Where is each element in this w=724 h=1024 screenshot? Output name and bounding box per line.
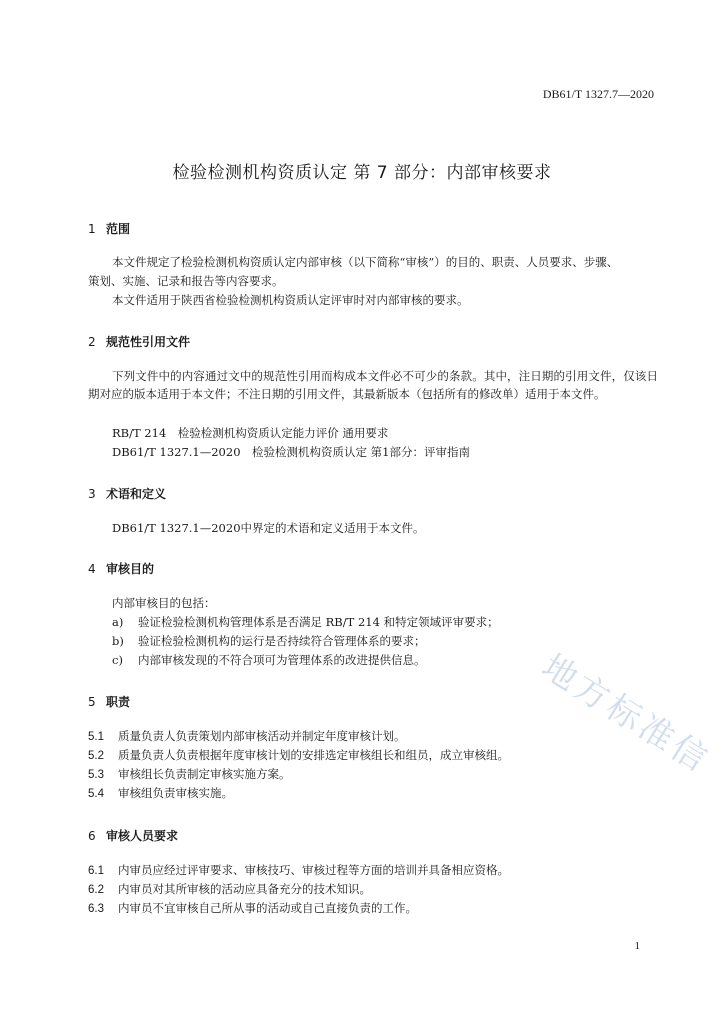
- watermark: 地方标准信: [534, 646, 717, 782]
- section-title: 规范性引用文件: [106, 335, 191, 349]
- clause-text: 质量负责人负责根据年度审核计划的安排选定审核组长和组员，成立审核组。: [118, 748, 509, 762]
- list-item-label: a): [112, 615, 124, 629]
- section-title: 范围: [106, 222, 131, 236]
- list-item: [112, 632, 426, 650]
- section-1-heading: [88, 220, 130, 237]
- list-item-label: c): [112, 653, 123, 667]
- clause-number: 6.2: [88, 884, 104, 896]
- section-number: 1: [88, 222, 96, 236]
- list-item-label: b): [112, 634, 124, 648]
- section-4-heading: [88, 560, 154, 577]
- clause: [88, 746, 509, 765]
- section-number: 4: [88, 562, 96, 576]
- section-number: 2: [88, 335, 96, 349]
- clause-number: 6.3: [88, 903, 104, 915]
- paragraph: DB61/T 1327.1—2020中界定的术语和定义适用于本文件。: [112, 521, 425, 535]
- clause-text: 审核组负责审核实施。: [118, 786, 233, 800]
- section-number: 3: [88, 487, 96, 501]
- document-number: DB61/T 1327.7—2020: [542, 87, 654, 101]
- paragraph-line: 本文件规定了检验检测机构资质认定内部审核（以下简称“审核”）的目的、职责、人员要求、步骤、: [112, 255, 619, 269]
- reference-item: RB/T 214 检验检测机构资质认定能力评价 通用要求: [112, 426, 389, 440]
- clause-number: 5.2: [88, 750, 104, 762]
- list-item-text: 验证检验检测机构的运行是否持续符合管理体系的要求；: [138, 634, 426, 648]
- list-intro: 内部审核目的包括：: [112, 596, 216, 610]
- section-title: 术语和定义: [106, 487, 167, 501]
- reference-item: DB61/T 1327.1—2020 检验检测机构资质认定 第1部分：评审指南: [112, 445, 470, 459]
- clause-number: 5.1: [88, 731, 104, 743]
- section-5-heading: [88, 693, 130, 710]
- clause: [88, 765, 291, 784]
- clause-number: 5.3: [88, 769, 104, 781]
- clause: [88, 880, 371, 899]
- list-item: [112, 613, 499, 631]
- section-number: 5: [88, 695, 96, 709]
- page-number: 1: [634, 940, 640, 952]
- clause-text: 内审员对其所审核的活动应具备充分的技术知识。: [118, 882, 371, 896]
- clause: [88, 899, 417, 918]
- section-title: 审核目的: [106, 562, 155, 576]
- section-title: 职责: [106, 695, 131, 709]
- clause: [88, 727, 406, 746]
- clause-text: 质量负责人负责策划内部审核活动并制定年度审核计划。: [118, 729, 406, 743]
- clause-text: 审核组长负责制定审核实施方案。: [118, 767, 291, 781]
- paragraph-line: 策划、实施、记录和报告等内容要求。: [88, 274, 284, 288]
- list-item-text: 内部审核发现的不符合项可为管理体系的改进提供信息。: [138, 653, 426, 667]
- paragraph: 本文件适用于陕西省检验检测机构资质认定评审时对内部审核的要求。: [112, 293, 469, 307]
- clause-number: 5.4: [88, 788, 104, 800]
- clause-number: 6.1: [88, 865, 104, 877]
- clause: [88, 861, 509, 880]
- clause-text: 内审员应经过评审要求、审核技巧、审核过程等方面的培训并具备相应资格。: [118, 863, 509, 877]
- section-6-heading: [88, 827, 178, 844]
- section-3-heading: [88, 485, 166, 502]
- list-item-text: 验证检验检测机构管理体系是否满足 RB/T 214 和特定领域评审要求；: [138, 615, 499, 629]
- list-item: [112, 651, 426, 669]
- paragraph: 下列文件中的内容通过文中的规范性引用而构成本文件必不可少的条款。其中，注日期的引用文件，仅该日期对应的版本适用于本文件；不注日期的引用文件，其最新版本（包括所有的修改单）适用于本文件。: [88, 369, 658, 401]
- clause: [88, 784, 233, 803]
- section-2-heading: [88, 333, 190, 350]
- document-title: 检验检测机构资质认定 第 7 部分：内部审核要求: [172, 163, 552, 183]
- section-title: 审核人员要求: [106, 829, 179, 843]
- section-number: 6: [88, 829, 96, 843]
- clause-text: 内审员不宜审核自己所从事的活动或自己直接负责的工作。: [118, 901, 417, 915]
